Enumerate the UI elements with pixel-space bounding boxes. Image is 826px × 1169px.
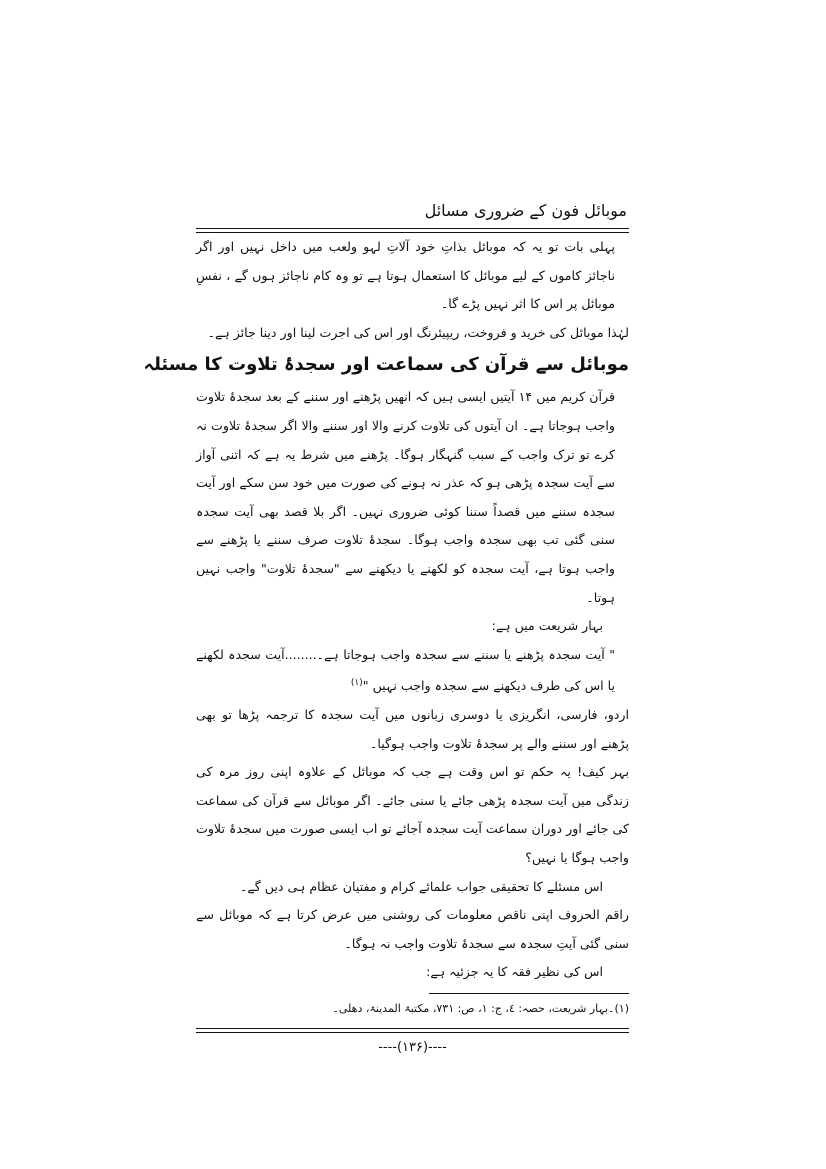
quote-block xyxy=(196,641,629,701)
ulama-paragraph: اس مسئلے کا تحقیقی جواب علمائے کرام و مفتیان عظام ہی دیں گے۔ xyxy=(239,878,603,894)
intro-paragraph-1: پہلی بات تو یہ کہ موبائل بذاتِ خود آلاتِ لہو ولعب میں داخل نہیں اور اگر ناجائز کاموں کے لیے موبائل کا استعمال ہوتا ہے تو وہ کام ناجائز ہوں گے ، نفسِ موبائل پر اس کا اثر نہیں پڑے گا۔ xyxy=(196,239,615,312)
footnote-marker: (۱) xyxy=(350,678,363,689)
citation-intro: بہار شریعت میں ہے: xyxy=(491,618,603,634)
author-paragraph: راقم الحروف اپنی ناقص معلومات کی روشنی میں عرض کرتا ہے کہ موبائل سے سنی گئی آیتِ سجدہ سے سجدۂ تلاوت واجب نہ ہوگا۔ xyxy=(196,907,629,951)
quote-text: " آیت سجدہ پڑھنے یا سننے سے سجدہ واجب ہوجاتا ہے۔........آیت سجدہ لکھنے یا اس کی طرف دیکھنے سے سجدہ واجب نہیں " xyxy=(196,646,615,694)
section-heading: موبائل سے قرآن کی سماعت اور سجدۂ تلاوت کا مسئلہ xyxy=(143,354,629,376)
question-paragraph: بہر کیف! یہ حکم تو اس وقت ہے جب کہ موبائل کے علاوہ اپنی روز مرہ کی زندگی میں آیت سجدہ پڑھی جائے یا سنی جائے۔ اگر موبائل سے قرآن کی سماعت کی جائے اور دوران سماعت آیت سجدہ آجائے تو اب ایسی صورت میں سجدۂ تلاوت واجب ہوگا یا نہیں؟ xyxy=(196,764,629,866)
analogy-paragraph: اس کی نظیر فقہ کا یہ جزئیہ ہے: xyxy=(426,964,603,980)
languages-paragraph: اردو، فارسی، انگریزی یا دوسری زبانوں میں آیت سجدہ کا ترجمہ پڑھا تو بھی پڑھنے اور سننے والے پر سجدۂ تلاوت واجب ہوگیا۔ xyxy=(196,707,629,751)
page-number: ----(۱۳۶)---- xyxy=(378,1040,447,1056)
running-head: موبائل فون کے ضروری مسائل xyxy=(424,201,627,220)
main-paragraph: قرآن کریم میں ۱۴ آیتیں ایسی ہیں کہ انھیں پڑھنے اور سننے کے بعد سجدۂ تلاوت واجب ہوجاتا ہے۔ ان آیتوں کی تلاوت کرنے والا اور سننے والا اگر سجدۂ تلاوت نہ کرے تو ترک واجب کے سبب گنہگار ہوگا۔ پڑھنے میں شرط یہ ہے کہ اتنی آواز سے آیت سجدہ پڑھی ہو کہ عذر نہ ہونے کی صورت میں خود سن سکے اور آیت سجدہ سننے میں قصداً سننا کوئی ضروری نہیں۔ اگر بلا قصد بھی آیت سجدہ سنی گئی تب بھی سجدہ واجب ہوگا۔ سجدۂ تلاوت صرف سننے یا پڑھنے سے واجب ہوتا ہے، آیت سجدہ کو لکھنے یا دیکھنے سے "سجدۂ تلاوت" واجب نہیں ہوتا۔ xyxy=(196,389,615,605)
intro-paragraph-2: لہٰذا موبائل کی خرید و فروخت، ریپیئرنگ اور اس کی اجرت لینا اور دینا جائز ہے۔ xyxy=(207,324,629,340)
book-page xyxy=(143,198,629,1063)
footnote: (۱)۔بہار شریعت، حصہ: ٤، ج: ۱، ص: ۷۳۱، مکتبۃ المدینۃ، دھلی۔ xyxy=(332,1002,629,1016)
